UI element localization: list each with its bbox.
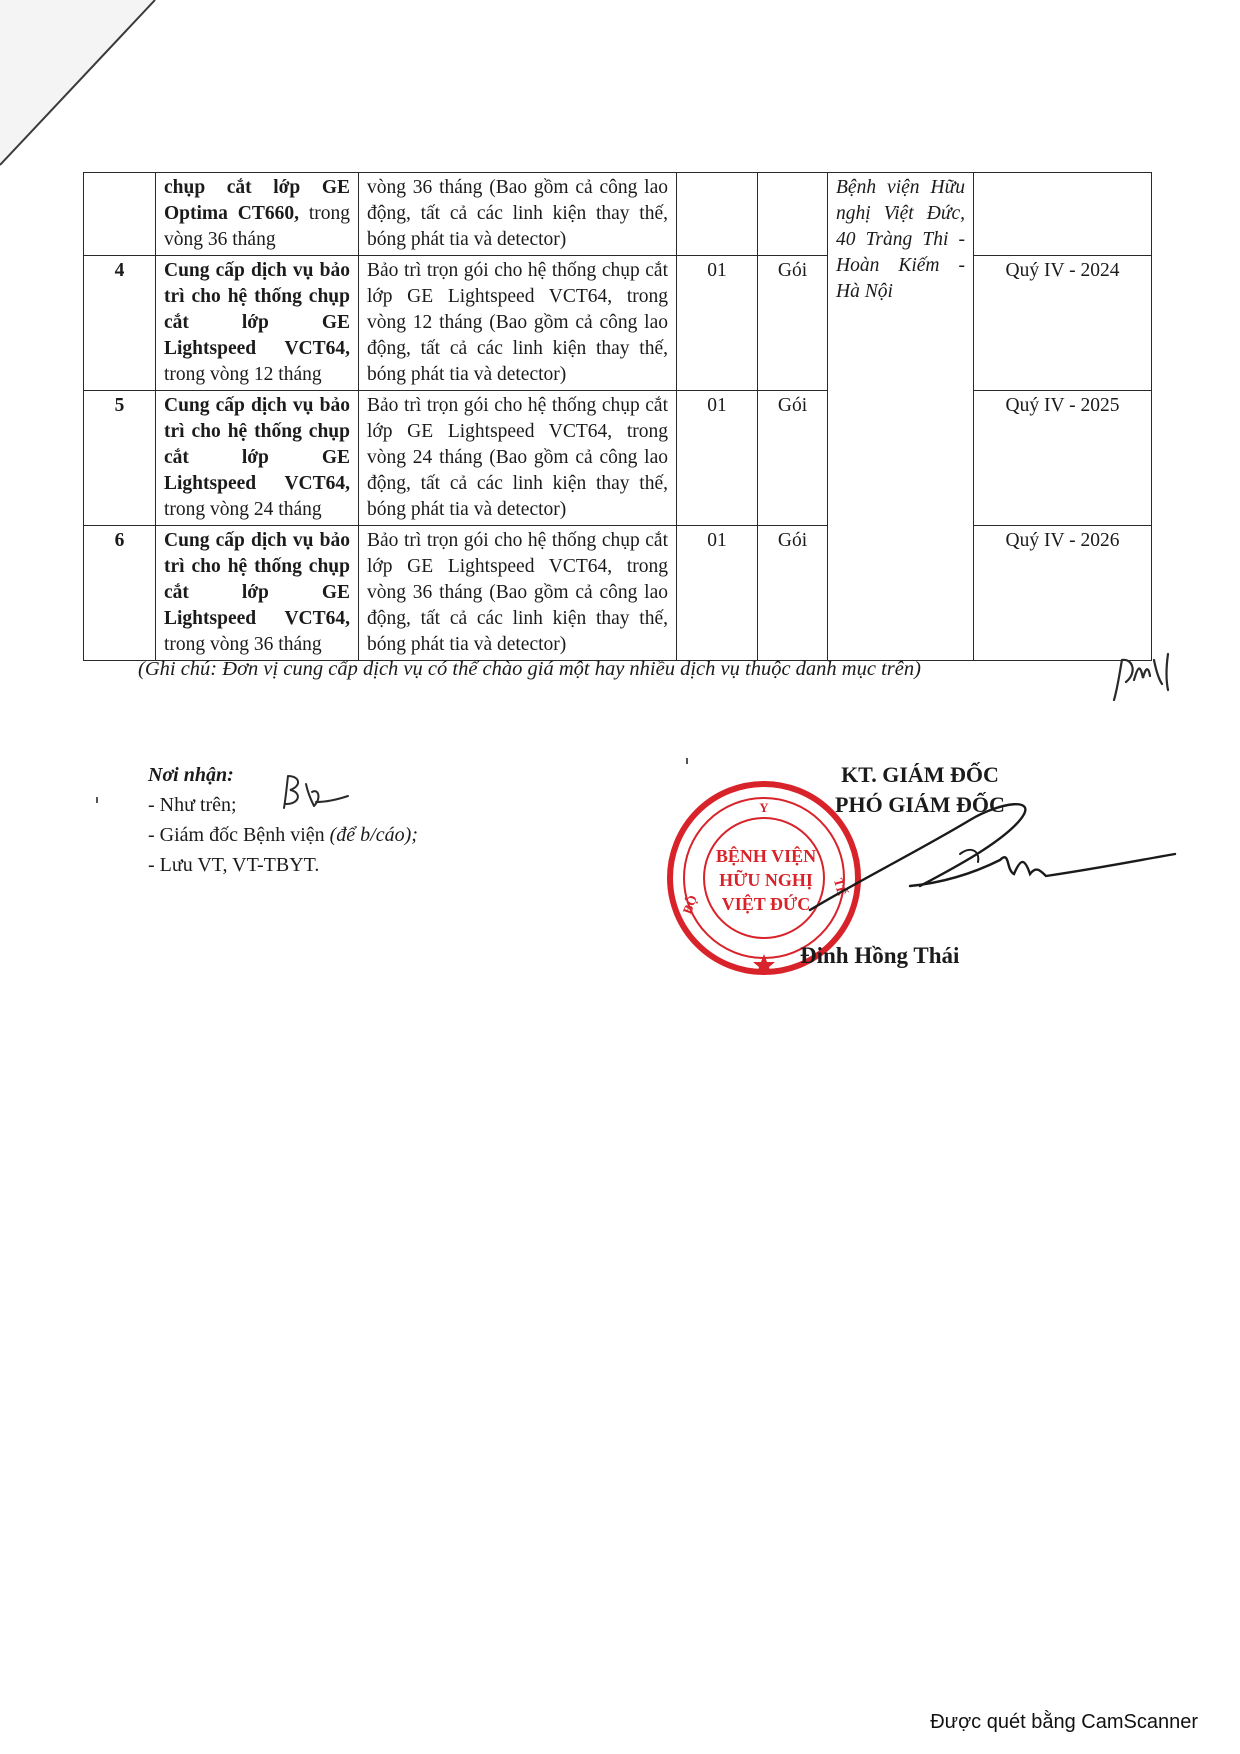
recipient-item: - Lưu VT, VT-TBYT. — [148, 854, 320, 876]
service-description: Bảo trì trọn gói cho hệ thống chụp cắt lớp GE Lightspeed VCT64, trong vòng 36 tháng (Bao gồm cả công lao động, tất cả các linh kiện thay thế, bóng phát tia và detector) — [359, 526, 677, 661]
scan-speck — [686, 758, 688, 764]
service-name: Cung cấp dịch vụ bảo trì cho hệ thống chụp cắt lớp GE Lightspeed VCT64, trong vòng 12 tháng — [156, 256, 359, 391]
quantity: 01 — [677, 526, 758, 661]
row-number — [84, 173, 156, 256]
table-row — [84, 526, 1152, 661]
table-row — [84, 256, 1152, 391]
unit: Gói — [758, 526, 828, 661]
scan-corner-fold — [0, 0, 180, 180]
signer-title-2: PHÓ GIÁM ĐỐC — [835, 792, 1005, 817]
service-description: Bảo trì trọn gói cho hệ thống chụp cắt lớp GE Lightspeed VCT64, trong vòng 12 tháng (Bao gồm cả công lao động, tất cả các linh kiện thay thế, bóng phát tia và detector) — [359, 256, 677, 391]
svg-text:Y: Y — [759, 800, 769, 815]
service-name: Cung cấp dịch vụ bảo trì cho hệ thống chụp cắt lớp GE Lightspeed VCT64, trong vòng 24 tháng — [156, 391, 359, 526]
time-period: Quý IV - 2024 — [974, 256, 1152, 391]
signer-title-1: KT. GIÁM ĐỐC — [841, 762, 999, 787]
svg-text:HỮU NGHỊ: HỮU NGHỊ — [719, 870, 813, 890]
svg-text:VIỆT ĐỨC: VIỆT ĐỨC — [721, 894, 811, 914]
service-description: vòng 36 tháng (Bao gồm cả công lao động, tất cả các linh kiện thay thế, bóng phát tia và detector) — [359, 173, 677, 256]
signer-name: Đinh Hồng Thái — [800, 943, 960, 968]
svg-text:BỆNH VIỆN: BỆNH VIỆN — [715, 846, 817, 866]
recipient-item: - Giám đốc Bệnh viện (để b/cáo); — [148, 824, 418, 846]
scan-speck — [96, 797, 98, 803]
handwritten-initials — [1110, 650, 1180, 706]
quantity — [677, 173, 758, 256]
handwritten-initials — [278, 772, 350, 812]
delivery-place: Bệnh viện Hữu nghị Việt Đức, 40 Tràng Thi - Hoàn Kiếm - Hà Nội — [828, 173, 974, 661]
service-description: Bảo trì trọn gói cho hệ thống chụp cắt lớp GE Lightspeed VCT64, trong vòng 24 tháng (Bao gồm cả công lao động, tất cả các linh kiện thay thế, bóng phát tia và detector) — [359, 391, 677, 526]
time-period: Quý IV - 2025 — [974, 391, 1152, 526]
row-number: 4 — [84, 256, 156, 391]
service-name: Cung cấp dịch vụ bảo trì cho hệ thống chụp cắt lớp GE Lightspeed VCT64, trong vòng 36 tháng — [156, 526, 359, 661]
unit: Gói — [758, 391, 828, 526]
service-name: chụp cắt lớp GE Optima CT660, trong vòng 36 tháng — [156, 173, 359, 256]
svg-text:BỘ: BỘ — [679, 893, 701, 916]
svg-text:TẾ: TẾ — [830, 876, 850, 898]
quantity: 01 — [677, 391, 758, 526]
footnote: (Ghi chú: Đơn vị cung cấp dịch vụ có thể chào giá một hay nhiều dịch vụ thuộc danh mục trên) — [138, 658, 921, 680]
table-row — [84, 173, 1152, 256]
row-number: 5 — [84, 391, 156, 526]
time-period — [974, 173, 1152, 256]
unit — [758, 173, 828, 256]
recipients-heading: Nơi nhận: — [148, 764, 234, 786]
quantity: 01 — [677, 256, 758, 391]
row-number: 6 — [84, 526, 156, 661]
recipient-item: - Như trên; — [148, 794, 237, 816]
handwritten-signature — [800, 790, 1180, 930]
unit: Gói — [758, 256, 828, 391]
time-period: Quý IV - 2026 — [974, 526, 1152, 661]
scanner-watermark: Được quét bằng CamScanner — [930, 1711, 1198, 1733]
table-row — [84, 391, 1152, 526]
service-table — [83, 172, 1151, 655]
